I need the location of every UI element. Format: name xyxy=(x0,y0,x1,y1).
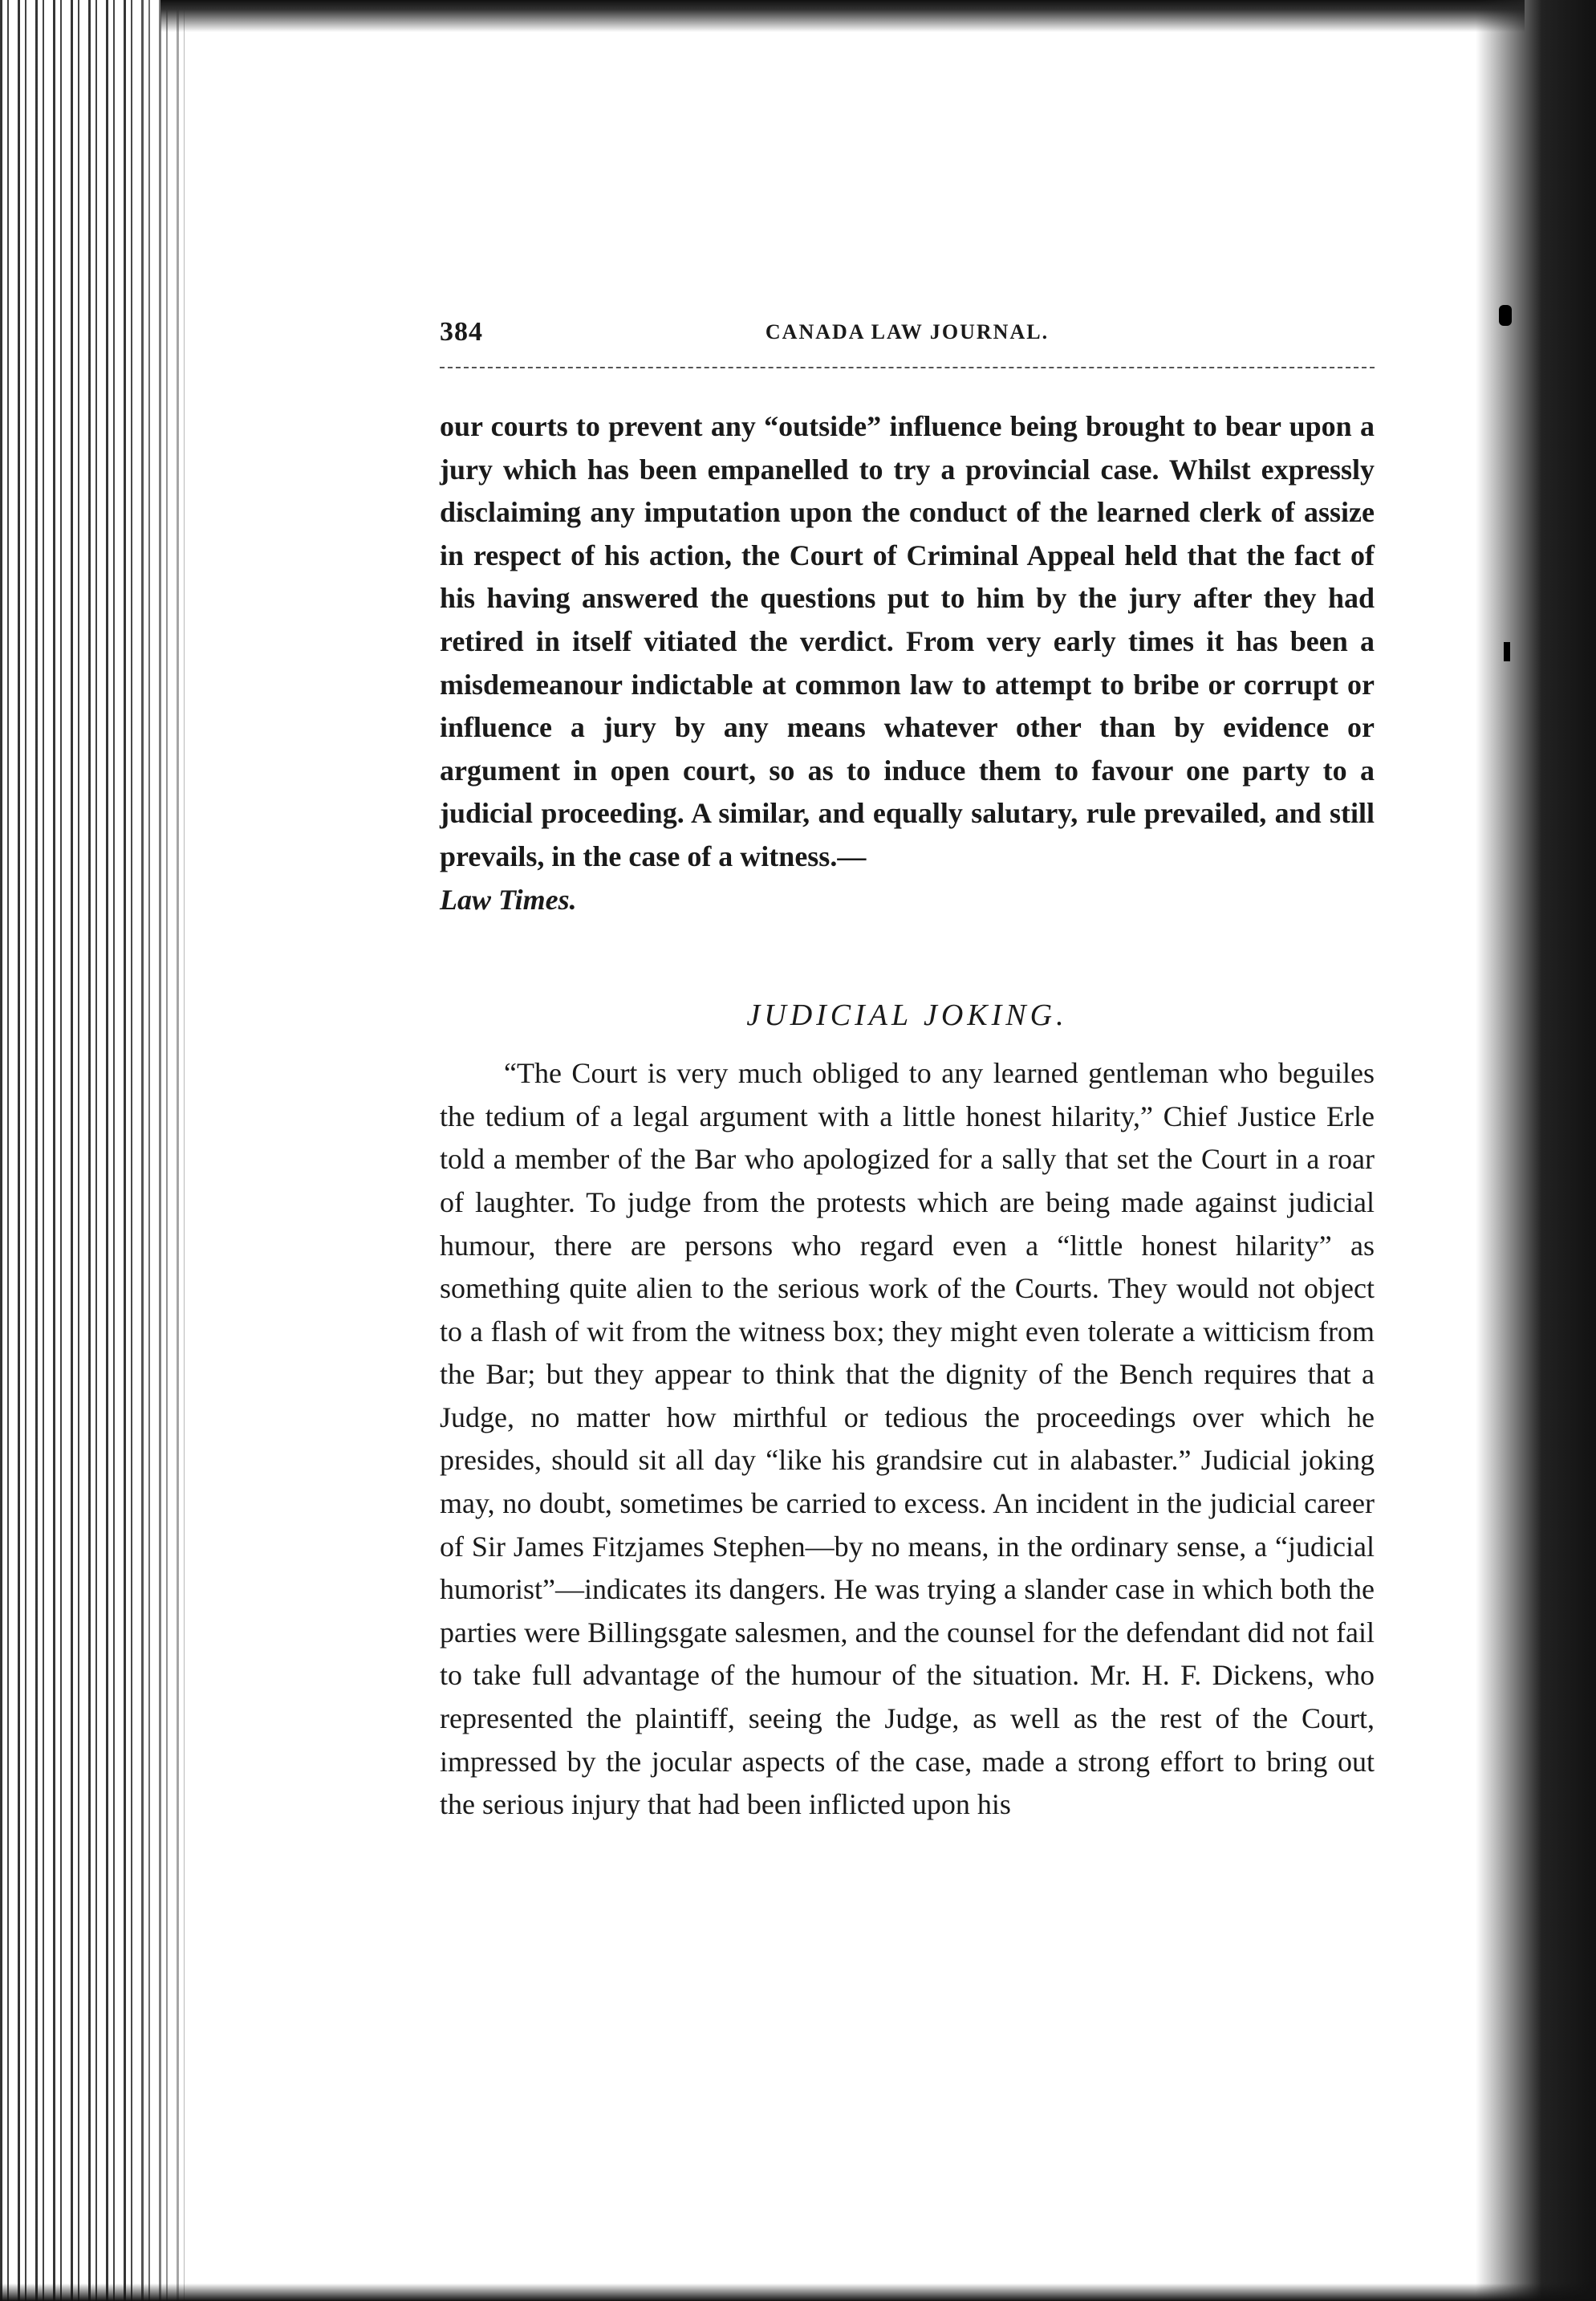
binding-fade xyxy=(128,0,217,2301)
section-heading: JUDICIAL JOKING. xyxy=(746,998,1068,1033)
paragraph-1 xyxy=(440,405,1375,921)
scan-mark xyxy=(1499,305,1512,326)
top-scan-edge xyxy=(160,0,1525,32)
page-number: 384 xyxy=(440,317,483,347)
document-page xyxy=(440,309,1375,1827)
paragraph-2: “The Court is very much obliged to any learned gentleman who beguiles the tedium of a legal argument with a little honest hilarity,” Chief Justice Erle told a member of the Bar who apologized for a sally that set the Court in a roar of laughter. To judge from the protests which are being made against judicial humour, there are persons who regard even a “little honest hilarity” as something quite alien to the serious work of the Courts. They would not object to a flash of wit from the witness box; they might even tolerate a witticism from the Bar; but they appear to think that the dignity of the Bench requires that a Judge, no matter how mirthful or tedious the proceedings over which he presides, should sit all day “like his grandsire cut in alabaster.” Judicial joking may, no doubt, sometimes be carried to excess. An incident in the judicial career of Sir James Fitzjames Stephen—by no means, in the ordinary sense, a “judicial humorist”—indicates its dangers. He was trying a slander case in which both the parties were Billingsgate salesmen, and the counsel for the defendant did not fail to take full advantage of the humour of the situation. Mr. H. F. Dickens, who represented the plaintiff, seeing the Judge, as well as the rest of the Court, impressed by the jocular aspects of the case, made a strong effort to bring out the serious injury that had been inflicted upon his xyxy=(440,1057,1375,1821)
bottom-scan-edge xyxy=(0,2283,1596,2301)
header-rule xyxy=(440,367,1375,368)
journal-title: CANADA LAW JOURNAL. xyxy=(765,320,1050,344)
scan-mark xyxy=(1504,642,1510,661)
paragraph-1-text: our courts to prevent any “outside” influence being brought to bear upon a jury which has been empanelled to try a provincial case. Whilst expressly disclaiming any imputation upon the conduct of the learned clerk of assize in respect of his action, the Court of Criminal Appeal held that the fact of his having answered the questions put to him by the jury after they had retired in itself vitiated the verdict. From very early times it has been a misdemeanour indictable at common law to attempt to bribe or corrupt or influence a jury by any means whatever other than by evidence or argument in open court, so as to induce them to favour one party to a judicial proceeding. A similar, and equally salutary, rule prevailed, and still prevails, in the case of a witness.— xyxy=(440,410,1375,872)
running-head xyxy=(440,309,1375,357)
right-scan-edge xyxy=(1476,0,1596,2301)
paragraph-1-citation: Law Times. xyxy=(440,883,577,916)
